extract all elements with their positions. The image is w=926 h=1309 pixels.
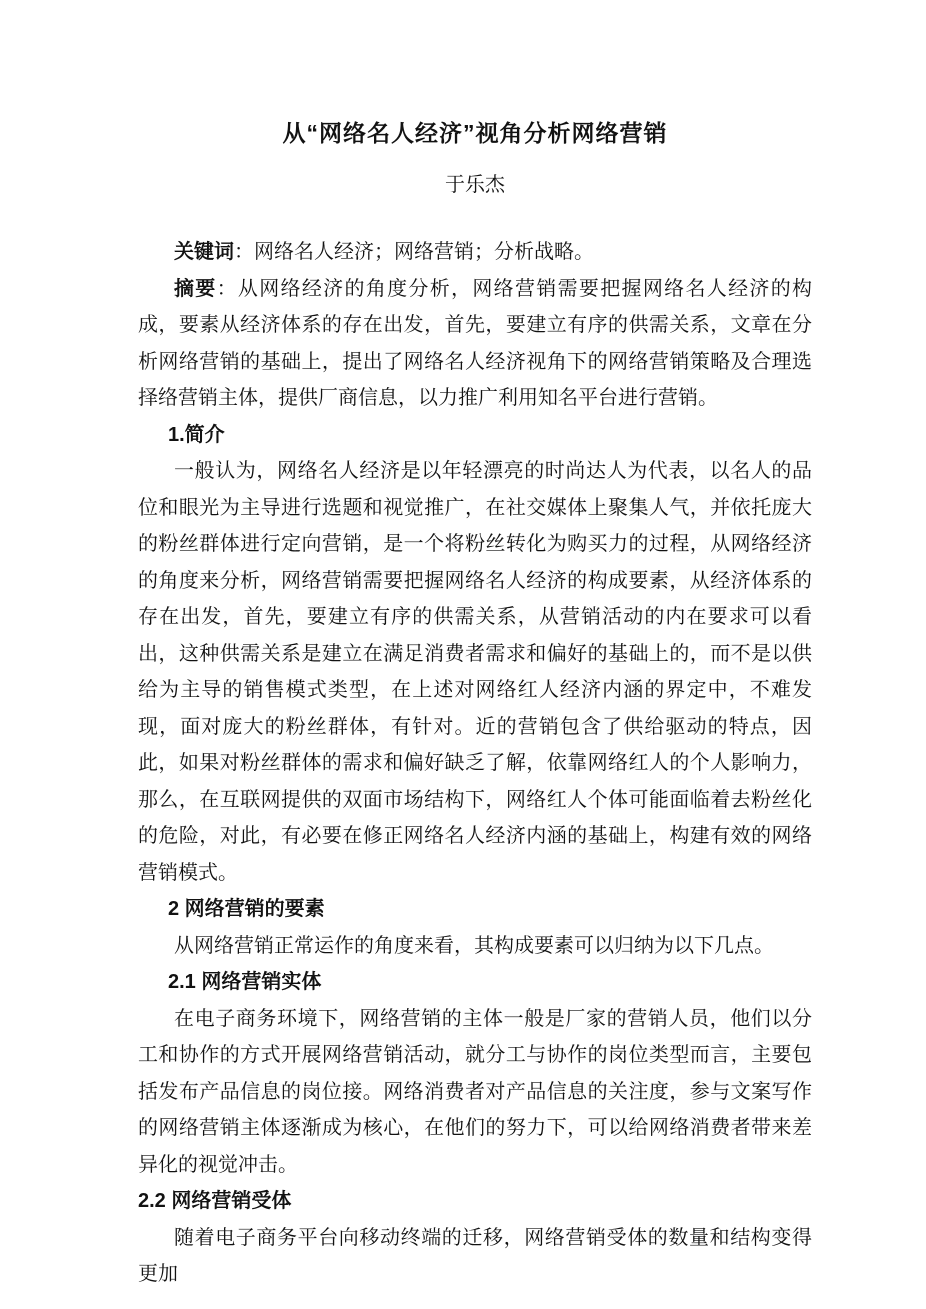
keywords-label: 关键词 (174, 241, 234, 263)
document-author: 于乐杰 (445, 174, 505, 196)
paragraph-elements: 从网络营销正常运作的角度来看，其构成要素可以归纳为以下几点。 (174, 934, 774, 957)
keywords-text: ：网络名人经济；网络营销；分析战略。 (234, 241, 594, 263)
keywords-line (138, 234, 812, 271)
abstract-label: 摘要 (174, 277, 217, 300)
section-heading-intro: 1.简介 (168, 423, 225, 446)
abstract-text: ：从网络经济的角度分析，网络营销需要把握网络名人经济的构成，要素从经济体系的存在出发，首先，要建立有序的供需关系，文章在分析网络营销的基础上，提出了网络名人经济视角下的网络营销策略及合理选择络营销主体，提供厂商信息，以力推广利用知名平台进行营销。 (138, 277, 813, 409)
section-heading-marketing-receptor: 2.2 网络营销受体 (138, 1190, 292, 1212)
document-title: 从“网络名人经济”视角分析网络营销 (282, 120, 668, 146)
paragraph-intro: 一般认为，网络名人经济是以年轻漂亮的时尚达人为代表，以名人的品位和眼光为主导进行选题和视觉推广，在社交媒体上聚集人气，并依托庞大的粉丝群体进行定向营销，是一个将粉丝转化为购买力的过程，从网络经济的角度来分析，网络营销需要把握网络名人经济的构成要素，从经济体系的存在出发，首先，要建立有序的供需关系，从营销活动的内在要求可以看出，这种供需关系是建立在满足消费者需求和偏好的基础上的，而不是以供给为主导的销售模式类型，在上述对网络红人经济内涵的界定中，不难发现，面对庞大的粉丝群体，有针对。近的营销包含了供给驱动的特点，因此，如果对粉丝群体的需求和偏好缺乏了解，依靠网络红人的个人影响力，那么，在互联网提供的双面市场结构下，网络红人个体可能面临着去粉丝化的危险，对此，有必要在修正网络名人经济内涵的基础上，构建有效的网络营销模式。 (138, 460, 812, 884)
section-heading-elements: 2 网络营销的要素 (168, 898, 325, 920)
abstract-line (138, 271, 812, 417)
section-heading-marketing-entity: 2.1 网络营销实体 (168, 971, 322, 993)
paragraph-marketing-receptor: 随着电子商务平台向移动终端的迁移，网络营销受体的数量和结构变得更加 (138, 1226, 812, 1285)
paragraph-marketing-entity: 在电子商务环境下，网络营销的主体一般是厂家的营销人员，他们以分工和协作的方式开展网络营销活动，就分工与协作的岗位类型而言，主要包括发布产品信息的岗位接。网络消费者对产品信息的关注度，参与文案写作的网络营销主体逐渐成为核心，在他们的努力下，可以给网络消费者带来差异化的视觉冲击。 (138, 1007, 812, 1176)
